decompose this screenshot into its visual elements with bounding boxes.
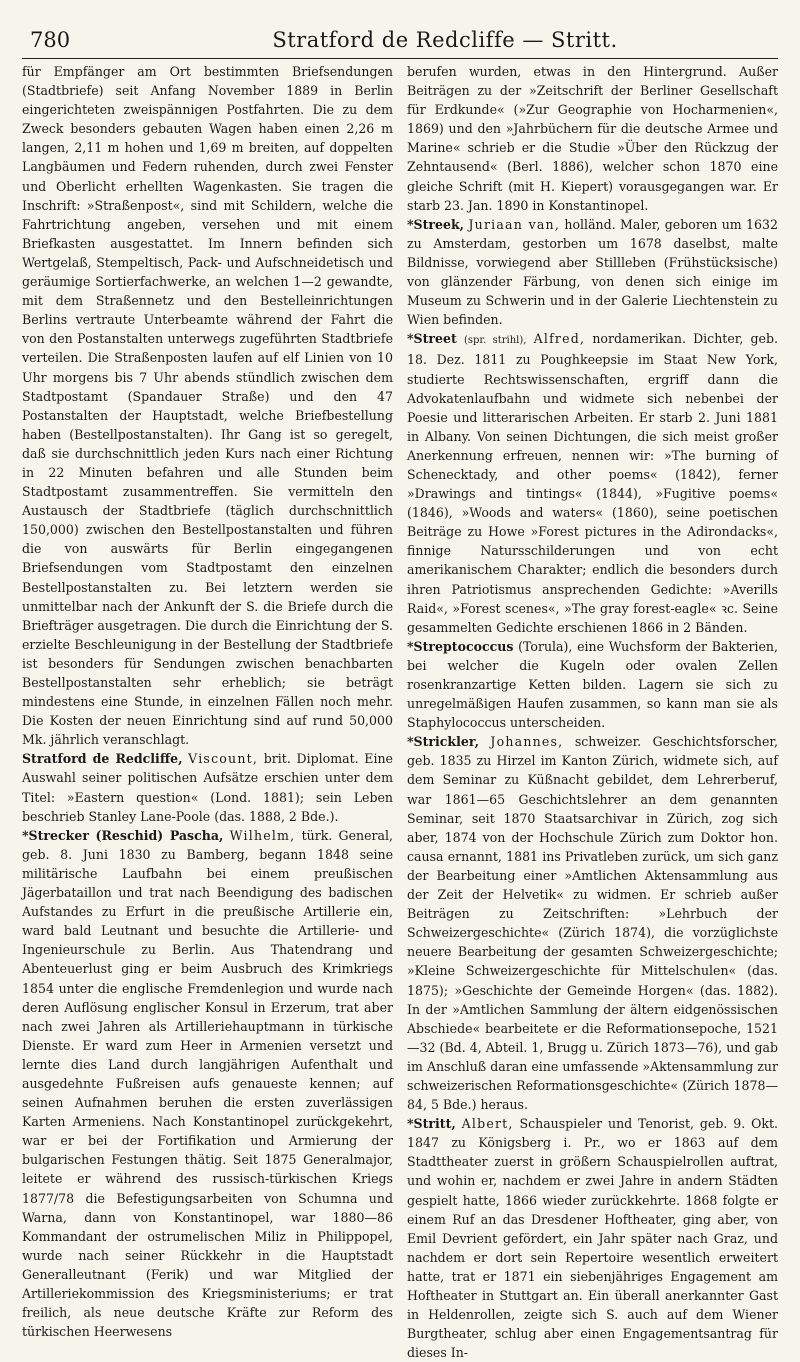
entry-headword: *Streek,: [407, 216, 465, 232]
entry-headword: *Strecker (Reschid) Pascha,: [22, 827, 224, 843]
entry-headword: *Street: [407, 331, 457, 347]
entry-stratford: [22, 749, 393, 825]
entry-name: Alfred,: [533, 331, 586, 347]
entry-headword: *Streptococcus: [407, 638, 514, 654]
right-column: [407, 62, 778, 1361]
entry-name: Viscount,: [188, 751, 259, 767]
entry-headword: *Strickler,: [407, 734, 479, 750]
entry-body: nordamerikan. Dichter, geb. 18. Dez. 1811 zu Poughkeepsie im Staat New York, studierte Rechtswissenschaften, ergriff dann die Advokatenlaufbahn und widmete sich nebenbei der Poesie und litterarischen Arbeiten. Er starb 2. Juni 1881 in Albany. Von seinen Dichtungen, die sich meist großer Anerkennung erfreuen, nennen wir: »The burning of Schenecktady, and other poems« (1842), ferner »Drawings and tintings« (1844), »Fugitive poems« (1846), »Woods and waters« (1860), seine poetischen Beiträge zu Howe »Forest pictures in the Adirondacks«, finnige Natursschilderungen und von echt amerikanischem Charakter; endlich die besonders durch ihren Patriotismus ansprechenden Gedichte: »Averills Raid«, »Forest scenes«, »The gray forest-eagle« ꝛc. Seine gesammelten Gedichte erschienen 1866 in 2 Bänden.: [407, 331, 778, 635]
running-title: Stratford de Redcliffe — Stritt.: [272, 28, 618, 52]
entry-streptococcus: [407, 637, 778, 732]
entry-body: Schauspieler und Tenorist, geb. 9. Okt. 1847 zu Königsberg i. Pr., wo er 1863 auf dem Stadttheater zuerst in größern Schauspielrollen auftrat, und wohin er, nachdem er zwei Jahre in andern Städten gespielt hatte, 1866 wieder zurückkehrte. 1868 folgte er einem Ruf an das Dresdener Hoftheater, ging aber, von Emil Devrient gefördert, ein Jahr später nach Graz, und nachdem er dort sein Repertoire wesentlich erweitert hatte, trat er 1871 ein siebenjähriges Engagement am Hoftheater in Stuttgart an. Ein überall anerkannter Gast in Heldenrollen, zeigte sich S. auch auf dem Wiener Burgtheater, schlug aber einen Engagementsantrag für dieses In-: [407, 1116, 778, 1361]
entry-name: Wilhelm,: [229, 827, 296, 843]
entry-strickler: [407, 732, 778, 1114]
entry-street: [407, 329, 778, 637]
entry-body: holländ. Maler, geboren um 1632 zu Amsterdam, gestorben um 1678 daselbst, malte Bildnisse, vorwiegend aber Stillleben (Frühstücksische) von glänzender Färbung, von denen sich einige im Museum zu Schwerin und in der Galerie Liechtenstein zu Wien befinden.: [407, 216, 778, 328]
entry-headword: *Stritt,: [407, 1116, 456, 1132]
entry-streek: [407, 215, 778, 330]
text-columns: [22, 62, 778, 1361]
left-column: [22, 62, 393, 1340]
entry-name: Johannes,: [490, 734, 564, 750]
entry-strecker: [22, 826, 393, 1342]
entry-body: (Torula), eine Wuchsform der Bakterien, bei welcher die Kugeln oder ovalen Zellen rosenkranzartige Ketten bilden. Lagern sie sich zu unregelmäßigen Haufen zusammen, so kann man sie als Staphylococcus unterscheiden.: [407, 638, 778, 731]
page-header: [22, 22, 778, 59]
entry-stritt: [407, 1114, 778, 1362]
entry-body: türk. General, geb. 8. Juni 1830 zu Bamberg, begann 1848 seine militärische Laufbahn bei einem preußischen Jägerbataillon und trat nach Beendigung des badischen Aufstandes zu Erfurt in die preußische Artillerie ein, ward bald Leutnant und besuchte die Artillerie- und Ingenieurschule zu Berlin. Aus Thatendrang und Abenteuerlust ging er beim Ausbruch des Krimkriegs 1854 unter die englische Fremdenlegion und wurde nach deren Auflösung englischer Konsul in Erzerum, trat aber nach zwei Jahren als Artilleriehauptmann in türkische Dienste. Er ward zum Heer in Armenien versetzt und lernte dies Land durch langjährigen Aufenthalt und ausgedehnte Fußreisen aufs genaueste kennen; auf seinen Aufnahmen beruhen die ersten zuverlässigen Karten Armeniens. Nach Konstantinopel zurückgekehrt, war er bei der Fortifikation und Armierung der bulgarischen Festungen thätig. Seit 1875 Generalmajor, leitete er während des russisch-türkischen Kriegs 1877/78 die Befestigungsarbeiten von Schumna und Warna, dann von Konstantinopel, war 1880—86 Kommandant der ostrumelischen Miliz in Philippopel, wurde nach seiner Rückkehr in die Hauptstadt Generalleutnant (Ferik) und war Mitglied der Artilleriekommission des Kriegsministeriums; er trat freilich, als neue deutsche Kräfte zur Reform des türkischen Heerwesens: [22, 827, 393, 1340]
continued-paragraph: berufen wurden, etwas in den Hintergrund. Außer Beiträgen zu der »Zeitschrift der Berliner Gesellschaft für Erdkunde« (»Zur Geographie von Hocharmenien«, 1869) und den »Jahrbüchern für die deutsche Armee und Marine« schrieb er die Studie »Über den Rückzug der Zehntausend« (Berl. 1886), welcher schon 1870 eine gleiche Schrift (mit H. Kiepert) vorausgegangen war. Er starb 23. Jan. 1890 in Konstantinopel.: [407, 64, 778, 213]
continued-paragraph: für Empfänger am Ort bestimmten Briefsendungen (Stadtbriefe) seit Anfang November 1889 in Berlin eingerichteten zweispännigen Postfahrten. Die zu dem Zweck besonders gebauten Wagen haben einen 2,26 m langen, 2,11 m hohen und 1,69 m breiten, auf doppelten Langbäumen und Federn ruhenden, durch zwei Fenster und Oberlicht erhellten Wagenkasten. Sie tragen die Inschrift: »Straßenpost«, sind mit Schildern, welche die Fahrtrichtung angeben, versehen und mit einem Briefkasten ausgestattet. Im Innern befinden sich Wertgelaß, Stempeltisch, Pack- und Aufschneidetisch und geräumige Sortierfachwerke, an welchen 1—2 gewandte, mit dem Straßennetz und den Bestelleinrichtungen Berlins vertraute Unterbeamte während der Fahrt die von den Postanstalten unterwegs zugeführten Stadtbriefe verteilen. Die Straßenposten laufen auf elf Linien von 10 Uhr morgens bis 7 Uhr abends stündlich zwischen dem Stadtpostamt (Spandauer Straße) und den 47 Postanstalten der Hauptstadt, welche Briefbestellung haben (Bestellpostanstalten). Ihr Gang ist so geregelt, daß sie durchschnittlich jeden Kurs nach einer Richtung in 22 Minuten befahren und alle Stunden beim Stadtpostamt zusammentreffen. Sie vermitteln den Austausch der Stadtbriefe (täglich durchschnittlich 150,000) zwischen den Bestellpostanstalten und führen die von auswärts für Berlin eingegangenen Briefsendungen vom Stadtpostamt den einzelnen Bestellpostanstalten zu. Bei letztern werden sie unmittelbar nach der Ankunft der S. die Briefe durch die Briefträger ausgetragen. Die durch die Einrichtung der S. erzielte Beschleunigung in der Bestellung der Stadtbriefe ist besonders für Sendungen zwischen benachbarten Bestellpostanstalten sehr erheblich; sie beträgt mindestens eine Stunde, in einzelnen Fällen noch mehr. Die Kosten der neuen Einrichtung sind auf rund 50,000 Mk. jährlich veranschlagt.: [22, 64, 393, 748]
entry-name: Juriaan van,: [468, 216, 561, 232]
entry-body: schweizer. Geschichtsforscher, geb. 1835 zu Hirzel im Kanton Zürich, widmete sich, auf dem Seminar zu Küßnacht gebildet, dem Lehrerberuf, war 1861—65 Geschichtslehrer an dem genannten Seminar, seit 1870 Staatsarchivar in Zürich, zog sich aber, 1874 von der Hochschule Zürich zum Doktor hon. causa ernannt, 1881 ins Privatleben zurück, um sich ganz der Bearbeitung einer »Amtlichen Aktensammlung aus der Zeit der Helvetik« zu widmen. Er schrieb außer Beiträgen zu Zeitschriften: »Lehrbuch der Schweizergeschichte« (Zürich 1874), die vorzüglichste neuere Bearbeitung der gesamten Schweizergeschichte; »Kleine Schweizergeschichte für Mittelschulen« (das. 1875); »Geschichte der Gemeinde Horgen« (das. 1882). In der »Amtlichen Sammlung der ältern eidgenössischen Abschiede« bearbeitete er die Reformationsepoche, 1521—32 (Bd. 4, Abteil. 1, Brugg u. Zürich 1873—76), und gab im Anschluß daran eine umfassende »Aktensammlung zur schweizerischen Reformationsgeschichte« (Zürich 1878—84, 5 Bde.) heraus.: [407, 734, 778, 1113]
entry-headword: Stratford de Redcliffe,: [22, 751, 183, 767]
entry-name: Albert,: [461, 1116, 514, 1132]
entry-body: brit. Diplomat. Eine Auswahl seiner politischen Aufsätze erschien unter dem Titel: »Eastern question« (Lond. 1881); sein Leben beschrieb Stanley Lane-Poole (das. 1888, 2 Bde.).: [22, 751, 393, 824]
page-number: 780: [30, 28, 71, 52]
pronunciation: (spr. strihl),: [463, 335, 527, 347]
